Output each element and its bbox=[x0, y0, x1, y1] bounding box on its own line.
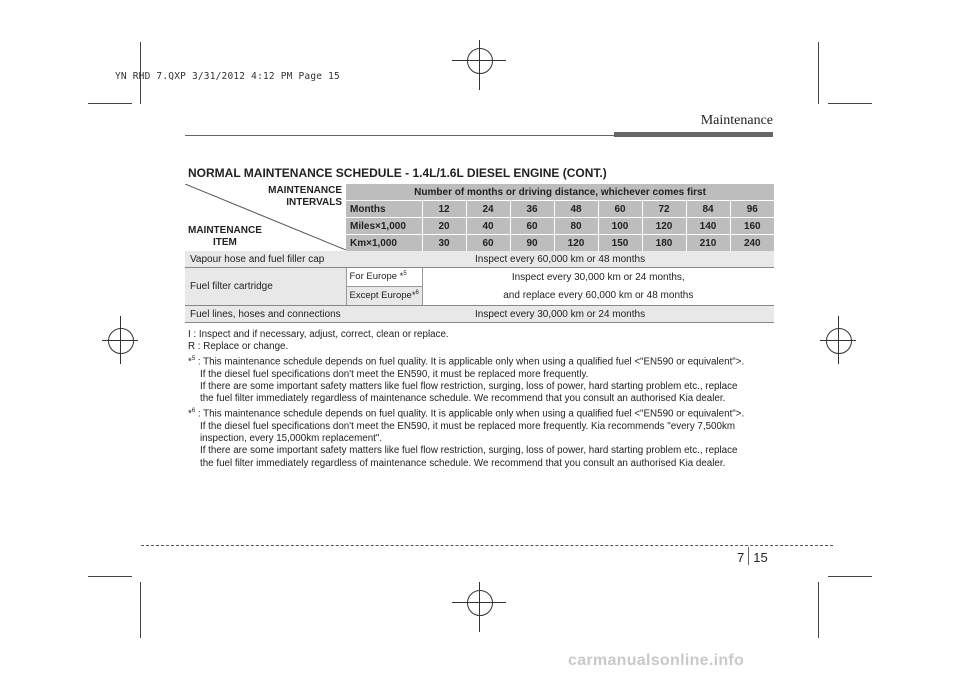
table-row bbox=[185, 251, 774, 268]
crop-mark bbox=[88, 576, 132, 577]
table-row bbox=[185, 268, 774, 287]
item-interval: Inspect every 60,000 km or 48 months bbox=[346, 251, 774, 268]
table-cell: 240 bbox=[730, 235, 774, 252]
watermark: carmanualsonline.info bbox=[568, 652, 745, 669]
table-cell: 180 bbox=[642, 235, 686, 252]
table-cell: 100 bbox=[598, 218, 642, 235]
table-cell: 72 bbox=[642, 201, 686, 218]
page-number-value: 15 bbox=[753, 550, 768, 565]
crop-mark bbox=[140, 582, 141, 638]
table-cell: 60 bbox=[510, 218, 554, 235]
maintenance-schedule-table bbox=[185, 184, 774, 323]
row-label: Months bbox=[346, 201, 422, 218]
table-cell: 80 bbox=[554, 218, 598, 235]
section-bar bbox=[614, 132, 773, 137]
crop-mark bbox=[828, 576, 872, 577]
note-6: *$^6$ : This maintenance schedule depends on fuel quality. It is applicable only when using a qualified fuel <"EN590 or equivalent">. bbox=[188, 408, 745, 420]
table-cell: 90 bbox=[510, 235, 554, 252]
table-cell: 12 bbox=[422, 201, 466, 218]
table-cell: 30 bbox=[422, 235, 466, 252]
note-5-line: If the diesel fuel specifications don't meet the EN590, it must be replaced more frequently. bbox=[200, 368, 589, 380]
table-cell: 120 bbox=[642, 218, 686, 235]
row-label: Miles×1,000 bbox=[346, 218, 422, 235]
note-6-line: If the diesel fuel specifications don't meet the EN590, it must be replaced more frequently. Kia recommends "every 7,500km bbox=[200, 420, 736, 432]
table-cell: 24 bbox=[466, 201, 510, 218]
item-label: Fuel lines, hoses and connections bbox=[185, 306, 346, 323]
header-span-label: Number of months or driving distance, whichever comes first bbox=[414, 186, 706, 198]
section-title: Maintenance bbox=[700, 113, 773, 128]
crop-mark bbox=[828, 103, 872, 104]
item-interval: and replace every 60,000 km or 48 months bbox=[422, 287, 774, 306]
note-6-line: If there are some important safety matters like fuel flow restriction, surging, loss of power, hard starting problem etc., replace bbox=[200, 445, 738, 457]
table-cell: 210 bbox=[686, 235, 730, 252]
note-6-line: inspection, every 15,000km replacement". bbox=[200, 433, 383, 445]
row-label: Km×1,000 bbox=[346, 235, 422, 252]
table-cell: 60 bbox=[598, 201, 642, 218]
item-label: Fuel filter cartridge bbox=[185, 268, 346, 306]
item-interval: Inspect every 30,000 km or 24 months bbox=[346, 306, 774, 323]
table-cell: 48 bbox=[554, 201, 598, 218]
region-label-except-europe: Except Europe*$^6$ bbox=[346, 287, 422, 306]
page-number bbox=[737, 550, 768, 565]
table-cell: 160 bbox=[730, 218, 774, 235]
corner-label-item: MAINTENANCE ITEM bbox=[188, 225, 262, 248]
note-5-line: If there are some important safety matters like fuel flow restriction, surging, loss of power, hard starting problem etc., replace bbox=[200, 381, 738, 393]
footer-divider bbox=[141, 545, 833, 546]
print-header: YN RHD 7.QXP 3/31/2012 4:12 PM Page 15 bbox=[115, 71, 340, 82]
table-cell: 120 bbox=[554, 235, 598, 252]
crop-mark bbox=[818, 582, 819, 638]
note-5-line: the fuel filter immediately regardless of maintenance schedule. We recommend that you consult an authorised Kia dealer. bbox=[200, 393, 726, 405]
table-cell: 84 bbox=[686, 201, 730, 218]
crop-mark bbox=[88, 103, 132, 104]
table-row bbox=[185, 306, 774, 323]
table-cell: 140 bbox=[686, 218, 730, 235]
table-cell: 40 bbox=[466, 218, 510, 235]
item-label: Vapour hose and fuel filler cap bbox=[185, 251, 346, 268]
table-cell: 20 bbox=[422, 218, 466, 235]
note-inspect: I : Inspect and if necessary, adjust, correct, clean or replace. bbox=[188, 329, 449, 340]
table-cell: 36 bbox=[510, 201, 554, 218]
table-cell: 96 bbox=[730, 201, 774, 218]
note-5: *$^5$ : This maintenance schedule depends on fuel quality. It is applicable only when using a qualified fuel <"EN590 or equivalent">. bbox=[188, 356, 745, 368]
table-title: NORMAL MAINTENANCE SCHEDULE - 1.4L/1.6L DIESEL ENGINE (CONT.) bbox=[188, 166, 607, 180]
corner-label-intervals: MAINTENANCE INTERVALS bbox=[268, 185, 342, 208]
region-label-europe: For Europe *$^5$ bbox=[346, 268, 422, 287]
item-interval: Inspect every 30,000 km or 24 months, bbox=[422, 268, 774, 287]
note-replace: R : Replace or change. bbox=[188, 341, 289, 353]
chapter-number: 7 bbox=[737, 550, 745, 565]
notes bbox=[188, 329, 788, 470]
note-6-line: the fuel filter immediately regardless of maintenance schedule. We recommend that you consult an authorised Kia dealer. bbox=[200, 457, 726, 469]
table-cell: 60 bbox=[466, 235, 510, 252]
table-cell: 150 bbox=[598, 235, 642, 252]
crop-mark bbox=[818, 42, 819, 104]
table-corner-cell bbox=[185, 184, 346, 251]
